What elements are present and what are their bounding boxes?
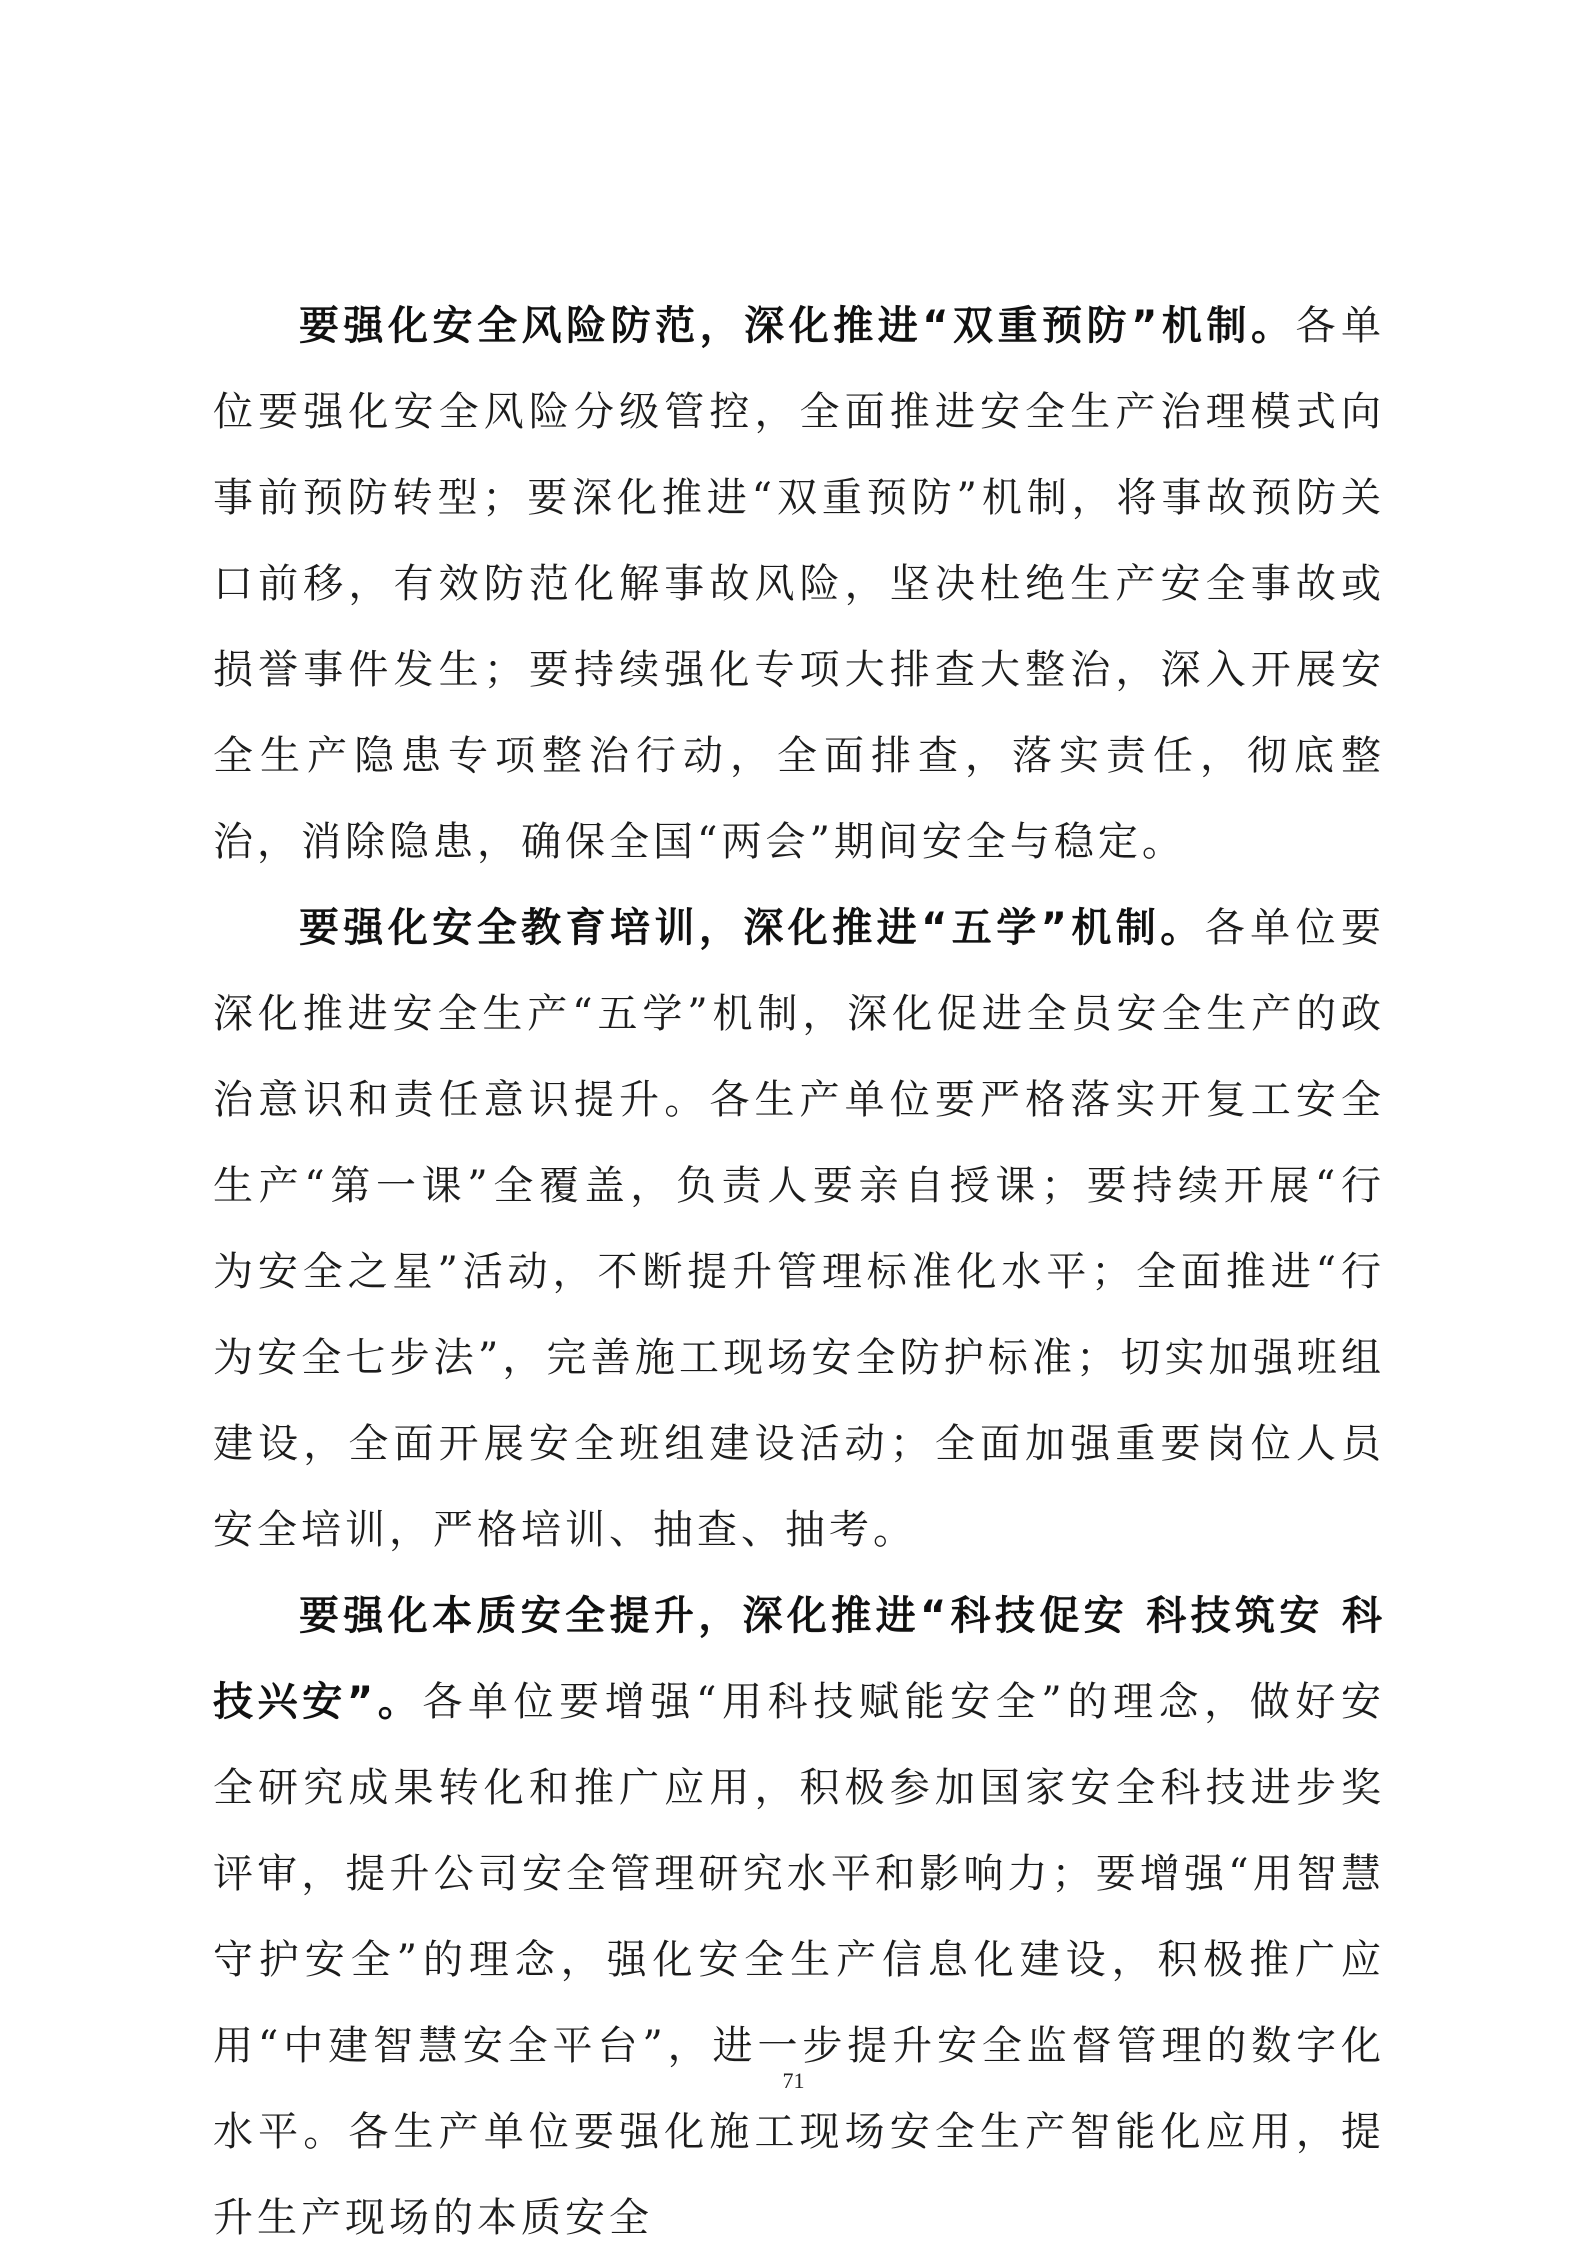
paragraph-intrinsic-safety — [213, 1573, 1385, 2245]
paragraph-risk-prevention — [213, 283, 1385, 885]
paragraph-lead: 要强化本质安全提升，深化推进“科技促安 科技筑安 科技兴安”。 — [213, 1593, 1385, 1725]
page-number: 71 — [782, 2068, 805, 2093]
paragraph-body: 各单位要强化安全风险分级管控，全面推进安全生产治理模式向事前预防转型；要深化推进“双重预防”机制，将事故预防关口前移，有效防范化解事故风险，坚决杜绝生产安全事故或损誉事件发生；要持续强化专项大排查大整治，深入开展安全生产隐患专项整治行动，全面排查，落实责任，彻底整治，消除隐患，确保全国“两会”期间安全与稳定。 — [213, 303, 1386, 865]
paragraph-lead: 要强化安全风险防范，深化推进“双重预防”机制。 — [299, 303, 1296, 349]
paragraph-body: 各单位要深化推进安全生产“五学”机制，深化促进全员安全生产的政治意识和责任意识提升。各生产单位要严格落实开复工安全生产“第一课”全覆盖，负责人要亲自授课；要持续开展“行为安全之星”活动，不断提升管理标准化水平；全面推进“行为安全七步法”，完善施工现场安全防护标准；切实加强班组建设，全面开展安全班组建设活动；全面加强重要岗位人员安全培训，严格培训、抽查、抽考。 — [213, 905, 1386, 1553]
document-body — [213, 283, 1385, 2245]
paragraph-safety-training — [213, 885, 1385, 1573]
paragraph-body: 各单位要增强“用科技赋能安全”的理念，做好安全研究成果转化和推广应用，积极参加国家安全科技进步奖评审，提升公司安全管理研究水平和影响力；要增强“用智慧守护安全”的理念，强化安全生产信息化建设，积极推广应用“中建智慧安全平台”，进一步提升安全监督管理的数字化水平。各生产单位要强化施工现场安全生产智能化应用，提升生产现场的本质安全 — [213, 1679, 1385, 2241]
paragraph-lead: 要强化安全教育培训，深化推进“五学”机制。 — [299, 905, 1205, 951]
